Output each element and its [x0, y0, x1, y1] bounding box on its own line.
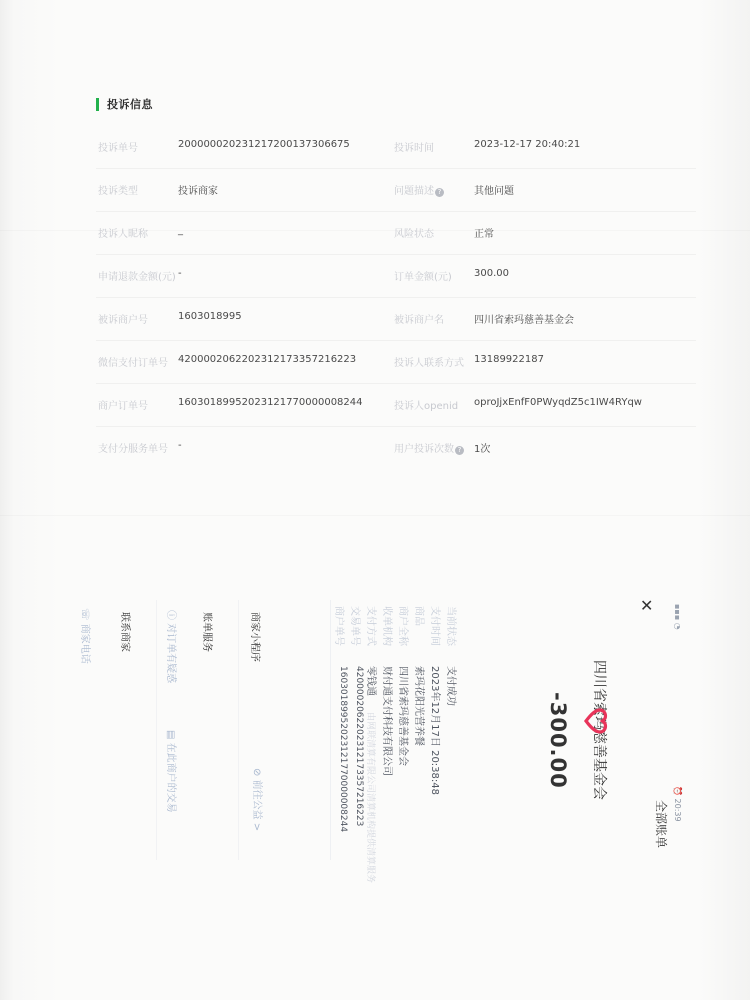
merchant-name: 四川省索玛慈善基金会	[591, 660, 607, 800]
scan-artifact	[0, 515, 750, 516]
open-mini-program-text: 前往公益 >	[251, 779, 262, 832]
receipt-value: 索玛花阳光营养餐	[413, 666, 424, 746]
receipt-label: 商户单号	[333, 606, 344, 646]
info-row	[96, 211, 696, 255]
field-value: 200000020231217200137306675	[178, 139, 350, 150]
field-value: 16030189952023121770000008244	[178, 397, 363, 408]
merchant-phone-text: 商家电话	[79, 623, 90, 664]
payment-amount: -300.00	[546, 692, 570, 789]
field-label: 支付分服务单号	[98, 444, 168, 455]
field-label: 投诉人联系方式	[394, 358, 464, 369]
clearing-note: 由网联清算有限公司清算机构提供清算服务	[365, 712, 375, 884]
help-icon[interactable]: ?	[455, 446, 464, 455]
bill-service-label: 账单服务	[201, 612, 212, 652]
field-value: 1603018995	[178, 311, 242, 322]
info-row	[96, 297, 696, 341]
question-circle-icon: ⓘ	[165, 610, 176, 620]
field-label-text: 问题描述	[394, 186, 434, 197]
complaint-section-header	[96, 96, 153, 112]
info-row	[96, 254, 696, 298]
order-question-link[interactable]	[165, 610, 180, 683]
receipt-value: 四川省索玛慈善基金会	[397, 666, 408, 766]
info-row	[96, 383, 696, 427]
signal-status-icons: ▪▪▪ ◔	[673, 604, 682, 630]
field-label	[394, 440, 464, 455]
divider	[238, 600, 239, 860]
field-label: 申请退款金额(元)	[98, 272, 176, 283]
field-value: 四川省索玛慈善基金会	[474, 315, 574, 326]
close-icon[interactable]: ✕	[640, 596, 654, 615]
info-row	[96, 168, 696, 212]
field-label: 投诉人openid	[394, 401, 459, 412]
field-value: 13189922187	[474, 354, 544, 365]
field-label: 投诉单号	[98, 143, 138, 154]
field-value: -	[178, 268, 182, 279]
field-value: oproJjxEnfF0PWyqdZ5c1IW4RYqw	[474, 397, 642, 408]
receipt-value: 支付成功	[445, 666, 456, 706]
divider	[156, 600, 157, 860]
open-mini-program-link[interactable]	[251, 768, 266, 831]
mini-program-label: 商家小程序	[249, 612, 260, 662]
receipt-value: 财付通支付科技有限公司	[381, 666, 392, 776]
field-label: 被诉商户名	[394, 315, 444, 326]
field-label: 投诉类型	[98, 186, 138, 197]
field-label: 投诉人昵称	[98, 229, 148, 240]
receipt-label: 商户全称	[397, 606, 408, 646]
field-value: 4200002062202312173357216223	[178, 354, 357, 365]
field-label: 微信支付订单号	[98, 358, 168, 369]
alarm-icon: ⏰	[673, 786, 682, 796]
field-label: 订单金额(元)	[394, 272, 452, 283]
field-value: 300.00	[474, 268, 509, 279]
field-value: _	[178, 225, 183, 236]
receipt-label: 交易单号	[349, 606, 360, 646]
field-label	[394, 182, 444, 197]
receipt-label: 支付方式	[365, 606, 376, 646]
field-value: 其他问题	[474, 186, 514, 197]
field-label: 投诉时间	[394, 143, 434, 154]
status-time	[673, 786, 682, 822]
merchant-transactions-link[interactable]	[165, 730, 180, 813]
section-title: 投诉信息	[107, 98, 153, 111]
field-label: 被诉商户号	[98, 315, 148, 326]
field-value: 2023-12-17 20:40:21	[474, 139, 581, 150]
info-row	[96, 426, 696, 469]
info-row	[96, 125, 696, 169]
link-icon: ⊘	[251, 768, 262, 777]
receipt-label: 商品	[413, 606, 424, 626]
receipt-label: 收单机构	[381, 606, 392, 646]
merchant-phone-link[interactable]	[79, 608, 94, 664]
status-time-text: 20:39	[673, 798, 682, 822]
field-value: -	[178, 440, 182, 451]
phone-icon: ☏	[79, 608, 90, 621]
receipt-value: 零钱通	[365, 666, 376, 696]
field-value: 投诉商家	[178, 186, 218, 197]
rotated-payment-receipt	[30, 596, 730, 884]
field-value: 1次	[474, 444, 491, 455]
contact-merchant-label: 联系商家	[119, 612, 130, 652]
divider	[330, 600, 331, 860]
order-question-text: 对订单有疑惑	[165, 623, 176, 684]
section-accent-bar	[96, 98, 99, 111]
document-icon: ▤	[165, 730, 176, 740]
receipt-value: 16030189952023121770000008244	[338, 666, 348, 833]
receipt-value: 4200002062202312173357216223	[354, 666, 364, 827]
all-bills-title: 全部账单	[654, 800, 668, 849]
field-label: 商户订单号	[98, 401, 148, 412]
field-label-text: 用户投诉次数	[394, 444, 454, 455]
receipt-label: 当前状态	[445, 606, 456, 646]
receipt-label: 支付时间	[429, 606, 440, 646]
field-value: 正常	[474, 229, 494, 240]
help-icon[interactable]: ?	[435, 188, 444, 197]
merchant-transactions-text: 在此商户的交易	[165, 742, 176, 813]
info-row	[96, 340, 696, 384]
field-label: 风险状态	[394, 229, 434, 240]
receipt-value: 2023年12月17日 20:38:48	[429, 666, 440, 795]
merchant-heart-logo-icon	[582, 708, 608, 734]
